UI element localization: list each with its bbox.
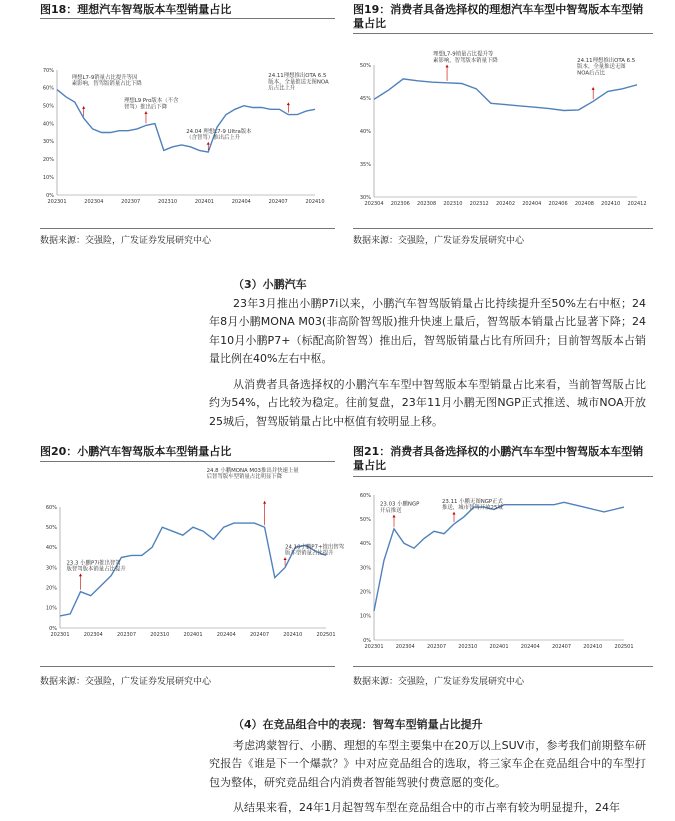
section-4-heading: （4）在竞品组合中的表现：智驾车型销量占比提升 [233,718,483,731]
figure-20-source: 数据来源：交强险，广发证券发展研究中心 [40,677,212,687]
figure-18-rule [40,18,335,19]
figure-18-source: 数据来源：交强险，广发证券发展研究中心 [40,236,212,246]
figure-18-chart [35,60,335,220]
fig20-xtick-label: 202407 [249,632,270,638]
fig20-xtick-label: 202307 [116,632,137,638]
figure-19-rule [353,33,653,34]
fig21-ytick-label: 0% [363,637,371,644]
fig20-ytick-label: 50% [45,524,57,531]
fig18-ytick-label: 0% [46,192,54,199]
fig20-svg [38,467,345,655]
fig20-annotation-arrowhead [79,574,82,577]
fig21-ytick-label: 50% [359,516,371,523]
fig18-xtick-label: 202404 [231,199,251,205]
section-3-paragraph-2-text: 从消费者具备选择权的小鹏汽车车型中智驾版本车型销量占比来看，当前智驾版占比约为54%，占比较为稳定。往前复盘，23年11月小鹏无图NGP正式推送、城市NOA开放25城后，智驾版销量占比中枢值有较明显上移。 [209,378,646,428]
figure-20-rule [40,461,335,462]
fig18-annotation-arrowhead [144,111,147,114]
fig21-annotation-arrowhead [452,512,455,515]
fig18-annotation-text: 版本，全量推送无图NOA [268,79,329,86]
figure-21-chart [352,488,652,653]
fig18-svg [35,60,335,220]
fig19-ytick-label: 35% [359,161,371,168]
fig20-xtick-label: 202404 [216,632,236,638]
fig18-series-line [57,90,315,153]
fig20-annotation-arrowhead [263,501,266,504]
fig18-ytick-label: 10% [42,174,54,181]
fig21-ytick-label: 20% [359,589,371,596]
figure-21-bottom-rule [353,666,653,667]
fig20-annotation-text: 后智驾版车型销量占比明显下降 [206,474,283,481]
figure-21-title: 图21：消费者具备选择权的小鹏汽车车型中智驾版本车型销量占比 [353,445,644,472]
fig21-annotation-text: 23.11 小鹏无图NGP正式 [442,498,503,505]
section-3-heading: （3）小鹏汽车 [233,278,307,291]
fig21-xtick-label: 202301 [364,644,384,650]
fig20-annotation-text: 版车型销量占比提升 [285,550,334,557]
fig21-xtick-label: 202307 [426,644,447,650]
fig19-svg [352,51,652,220]
fig20-ytick-label: 60% [45,504,57,511]
fig20-xtick-label: 202410 [283,632,303,638]
fig21-ytick-label: 10% [359,613,371,620]
section-4-paragraph-1 [209,737,646,792]
figure-18-bottom-rule [40,228,335,229]
fig19-ytick-label: 30% [359,194,371,201]
figure-20-chart [38,467,345,655]
fig21-annotation-text: 推送，城市智驾开放25城 [442,505,503,511]
section-4-paragraph-2 [209,799,646,817]
figure-21-rule [353,476,653,477]
fig19-xtick-label: 202412 [627,201,647,207]
fig19-annotation-text: 24.11理想推出OTA 6.5 [577,57,636,64]
fig19-xtick-label: 202410 [601,201,621,207]
figure-18-title: 图18：理想汽车智驾版本车型销量占比 [40,3,232,16]
fig18-ytick-label: 30% [42,139,54,146]
fig19-xtick-label: 202308 [417,201,437,207]
fig19-xtick-label: 202304 [364,201,384,207]
fig18-xtick-label: 202407 [268,199,288,205]
fig20-annotation-text: 24.10小鹏P7+推出智驾 [285,544,345,551]
fig19-annotation-text: 版本，全量推送无图 [577,64,626,71]
figure-20-bottom-rule [40,666,335,667]
fig20-ytick-label: 20% [45,585,57,592]
fig21-annotation-text: 开启推送 [380,507,402,514]
fig19-annotation-text: 素影响，智驾版本销量下降 [433,57,498,64]
fig19-annotation-text: 理想L7-9销量占比提升等 [433,51,494,58]
fig20-ytick-label: 30% [45,565,57,572]
fig20-xtick-label: 202501 [316,632,336,638]
figure-21-source: 数据来源：交强险，广发证券发展研究中心 [353,677,525,687]
fig21-xtick-label: 202410 [583,644,603,650]
fig21-xtick-label: 202407 [551,644,572,650]
section-4-paragraph-1-text: 考虑鸿蒙智行、小鹏、理想的车型主要集中在20万以上SUV市，参考我们前期整车研究报告《谁是下一个爆款？》中对应竞品组合的选取，将三家车企在竞品组合中的车型打包为整体，研究竞品组合内消费者智能驾驶付费意愿的变化。 [209,739,646,789]
fig18-xtick-label: 202401 [194,199,214,205]
fig20-xtick-label: 202401 [183,632,203,638]
fig19-annotation-arrowhead [445,65,448,68]
fig18-annotation-text: 后占比上升 [268,85,296,92]
fig19-xtick-label: 202404 [522,201,542,207]
fig19-ytick-label: 40% [359,128,371,135]
fig21-xtick-label: 202401 [489,644,509,650]
fig21-xtick-label: 202501 [614,644,634,650]
fig19-annotation-arrowhead [592,87,595,90]
fig18-annotation-text: 素影响，智驾版销量占比下降 [71,81,142,88]
section-3-paragraph-2 [209,376,646,431]
fig18-annotation-arrowhead [287,103,290,106]
section-3-paragraph-1 [209,295,646,368]
fig20-annotation-text: 版智驾版本销量占比提升 [66,566,126,573]
fig21-ytick-label: 40% [359,541,371,548]
fig19-ytick-label: 45% [359,95,371,102]
fig20-xtick-label: 202310 [150,632,170,638]
section-3-paragraph-1-text: 23年3月推出小鹏P7i以来，小鹏汽车智驾版销量占比持续提升至50%左右中枢；24年8月小鹏MONA M03(非高阶智驾版)推升快速上量后，智驾版本销量占比显著下降；24年10月小鹏P7+（标配高阶智驾）推出后，智驾版销量占比有所回升；目前智驾版本占销量比例在40%左右中枢。 [209,297,646,365]
fig21-ytick-label: 30% [359,565,371,572]
fig19-xtick-label: 202402 [495,201,516,207]
fig18-annotation-arrowhead [82,106,85,109]
fig19-xtick-label: 202408 [574,201,594,207]
fig18-xtick-label: 202304 [84,199,104,205]
fig19-xtick-label: 202312 [469,201,489,207]
fig18-annotation-text: 理想L9 Pro版本（不含 [123,98,179,105]
fig20-ytick-label: 40% [45,545,57,552]
figure-19-chart [352,51,652,220]
fig21-ytick-label: 60% [359,492,371,499]
fig21-xtick-label: 202310 [458,644,478,650]
figure-20-title: 图20：小鹏汽车智驾版本车型销量占比 [40,445,232,458]
figure-19-bottom-rule [353,228,653,229]
fig18-ytick-label: 70% [42,67,54,74]
fig19-annotation-text: NOA后占比 [577,70,606,77]
fig18-annotation-text: 理想L7-9销量占比提升等因 [71,75,138,82]
fig20-ytick-label: 10% [45,605,57,612]
fig20-ytick-label: 0% [49,625,57,632]
fig18-xtick-label: 202301 [47,199,67,205]
fig20-annotation-arrowhead [283,558,286,561]
fig18-annotation-text: 智驾）推出后下降 [123,104,168,111]
fig21-xtick-label: 202404 [520,644,540,650]
fig18-xtick-label: 202310 [158,199,178,205]
fig18-annotation-text: （含智驾）推出后上升 [186,135,241,142]
fig21-annotation-arrowhead [392,515,395,518]
fig18-ytick-label: 50% [42,103,54,110]
fig20-xtick-label: 202301 [50,632,70,638]
fig20-xtick-label: 202304 [83,632,103,638]
figure-19-source: 数据来源：交强险，广发证券发展研究中心 [353,236,525,246]
fig18-ytick-label: 60% [42,85,54,92]
fig18-ytick-label: 40% [42,121,54,128]
fig21-svg [352,488,652,653]
fig21-series-line [374,502,624,611]
fig19-xtick-label: 202310 [443,201,463,207]
fig18-xtick-label: 202410 [305,199,325,205]
fig18-xtick-label: 202307 [121,199,141,205]
fig19-ytick-label: 50% [359,62,371,69]
fig21-xtick-label: 202304 [395,644,415,650]
fig21-annotation-text: 23.03 小鹏NGP [380,501,420,508]
fig19-xtick-label: 202406 [548,201,568,207]
fig20-annotation-text: 23.3 小鹏P7i推出智驾 [66,560,121,567]
fig20-annotation-text: 24.8 小鹏MONA M03推出并快速上量 [206,467,299,474]
fig18-annotation-arrowhead [207,142,210,145]
fig18-annotation-text: 24.11理想推出OTA 6.5 [268,73,327,80]
fig18-annotation-text: 24.04 理想L7-9 Ultra版本 [186,128,252,135]
section-4-paragraph-2-text: 从结果来看，24年1月起智驾车型在竞品组合中的市占率有较为明显提升，24年 [233,801,620,814]
fig19-xtick-label: 202306 [390,201,410,207]
fig18-ytick-label: 20% [42,157,54,164]
figure-19-title: 图19：消费者具备选择权的理想汽车车型中智驾版本车型销量占比 [353,3,644,30]
fig19-series-line [374,79,637,111]
